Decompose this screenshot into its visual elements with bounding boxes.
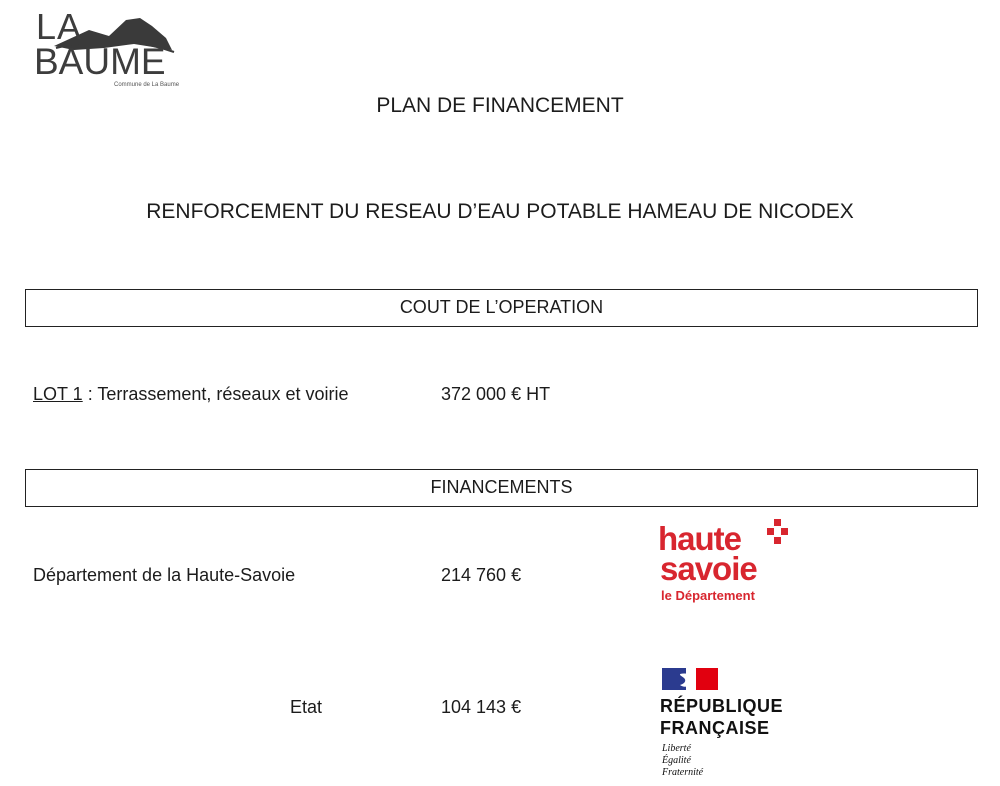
funding-amount-etat: 104 143 €: [441, 697, 522, 717]
cost-section-header: COUT DE L’OPERATION: [25, 289, 978, 327]
logo-subtitle: Commune de La Baume: [114, 82, 180, 88]
haute-savoie-line-1: haute: [658, 520, 742, 557]
funding-section-header: FINANCEMENTS: [25, 469, 978, 507]
haute-savoie-logo: [658, 516, 808, 608]
motto-fraternite: Fraternité: [662, 767, 704, 778]
logo-line-1: LA: [36, 6, 83, 47]
funding-label-departement: Département de la Haute-Savoie: [33, 565, 296, 585]
logo-line-2: BAUME: [34, 41, 166, 82]
project-title: RENFORCEMENT DU RESEAU D’EAU POTABLE HAMEAU DE NICODEX: [146, 200, 854, 223]
lot-line: [33, 384, 348, 405]
la-baume-logo: [34, 8, 179, 88]
marianne-flag-icon: [662, 668, 718, 690]
motto-egalite: Égalité: [662, 755, 691, 766]
republique-line-2: FRANÇAISE: [660, 718, 770, 738]
motto-liberte: Liberté: [662, 743, 691, 754]
lot-amount: 372 000 € HT: [441, 384, 551, 404]
lot-description: : Terrassement, réseaux et voirie: [82, 384, 349, 404]
funding-label-etat: Etat: [290, 697, 323, 717]
funding-amount-departement: 214 760 €: [441, 565, 522, 585]
squares-icon: [766, 518, 796, 548]
haute-savoie-line-2: savoie: [660, 550, 757, 587]
document-title: PLAN DE FINANCEMENT: [376, 94, 624, 117]
republique-line-1: RÉPUBLIQUE: [660, 696, 784, 716]
lot-label: LOT 1: [33, 384, 83, 404]
haute-savoie-line-3: le Département: [661, 588, 755, 603]
republique-francaise-logo: [660, 668, 820, 786]
